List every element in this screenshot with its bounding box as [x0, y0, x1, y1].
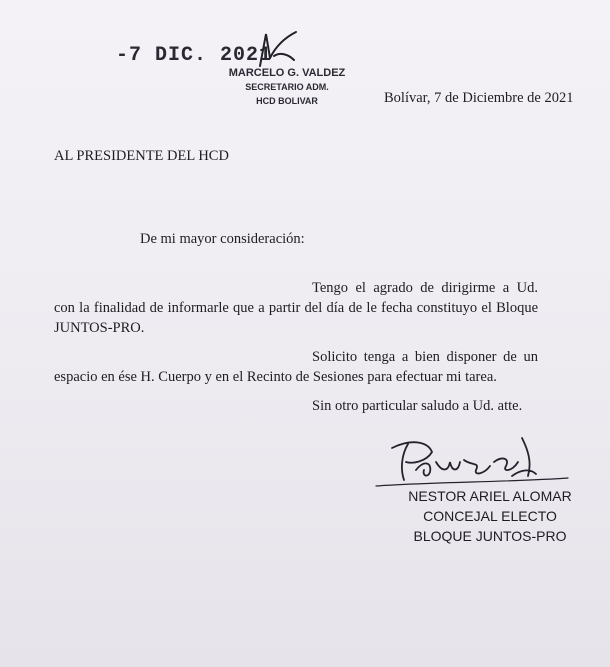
paragraph-rest: finalidad de informarle que a partir del día de le fecha constituyo el Bloque JUNTOS-PRO. — [54, 300, 539, 336]
letter-body — [54, 278, 538, 425]
signature-block — [400, 486, 580, 546]
closing-line — [54, 396, 538, 416]
stamp-office: HCD BOLIVAR — [256, 96, 318, 106]
greeting: De mi mayor consideración: — [140, 231, 305, 247]
handwritten-signature — [372, 432, 572, 492]
place-and-date: Bolívar, 7 de Diciembre de 2021 — [384, 90, 574, 106]
signer-name: NESTOR ARIEL ALOMAR — [408, 488, 572, 504]
closing-text: Sin otro particular saludo a Ud. atte. — [312, 398, 523, 414]
paragraph-space-request — [54, 347, 538, 387]
signer-title: CONCEJAL ELECTO — [423, 508, 557, 524]
paragraph-first-line: Tengo el agrado de dirigirme a Ud. con la — [54, 280, 538, 316]
stamp-role: SECRETARIO ADM. — [245, 82, 329, 92]
stamp-name: MARCELO G. VALDEZ — [228, 67, 346, 79]
reception-stamp — [222, 66, 352, 108]
signer-bloc: BLOQUE JUNTOS-PRO — [413, 528, 567, 544]
paragraph-rest: en ése H. Cuerpo y en el Recinto de Sesiones para efectuar mi tarea. — [101, 369, 497, 385]
paragraph-bloc-formation — [54, 278, 538, 338]
recipient: AL PRESIDENTE DEL HCD — [54, 148, 229, 164]
paragraph-first-line: Solicito tenga a bien disponer de un espacio — [54, 349, 538, 385]
received-date-stamp: -7 DIC. 2021 — [116, 44, 273, 67]
